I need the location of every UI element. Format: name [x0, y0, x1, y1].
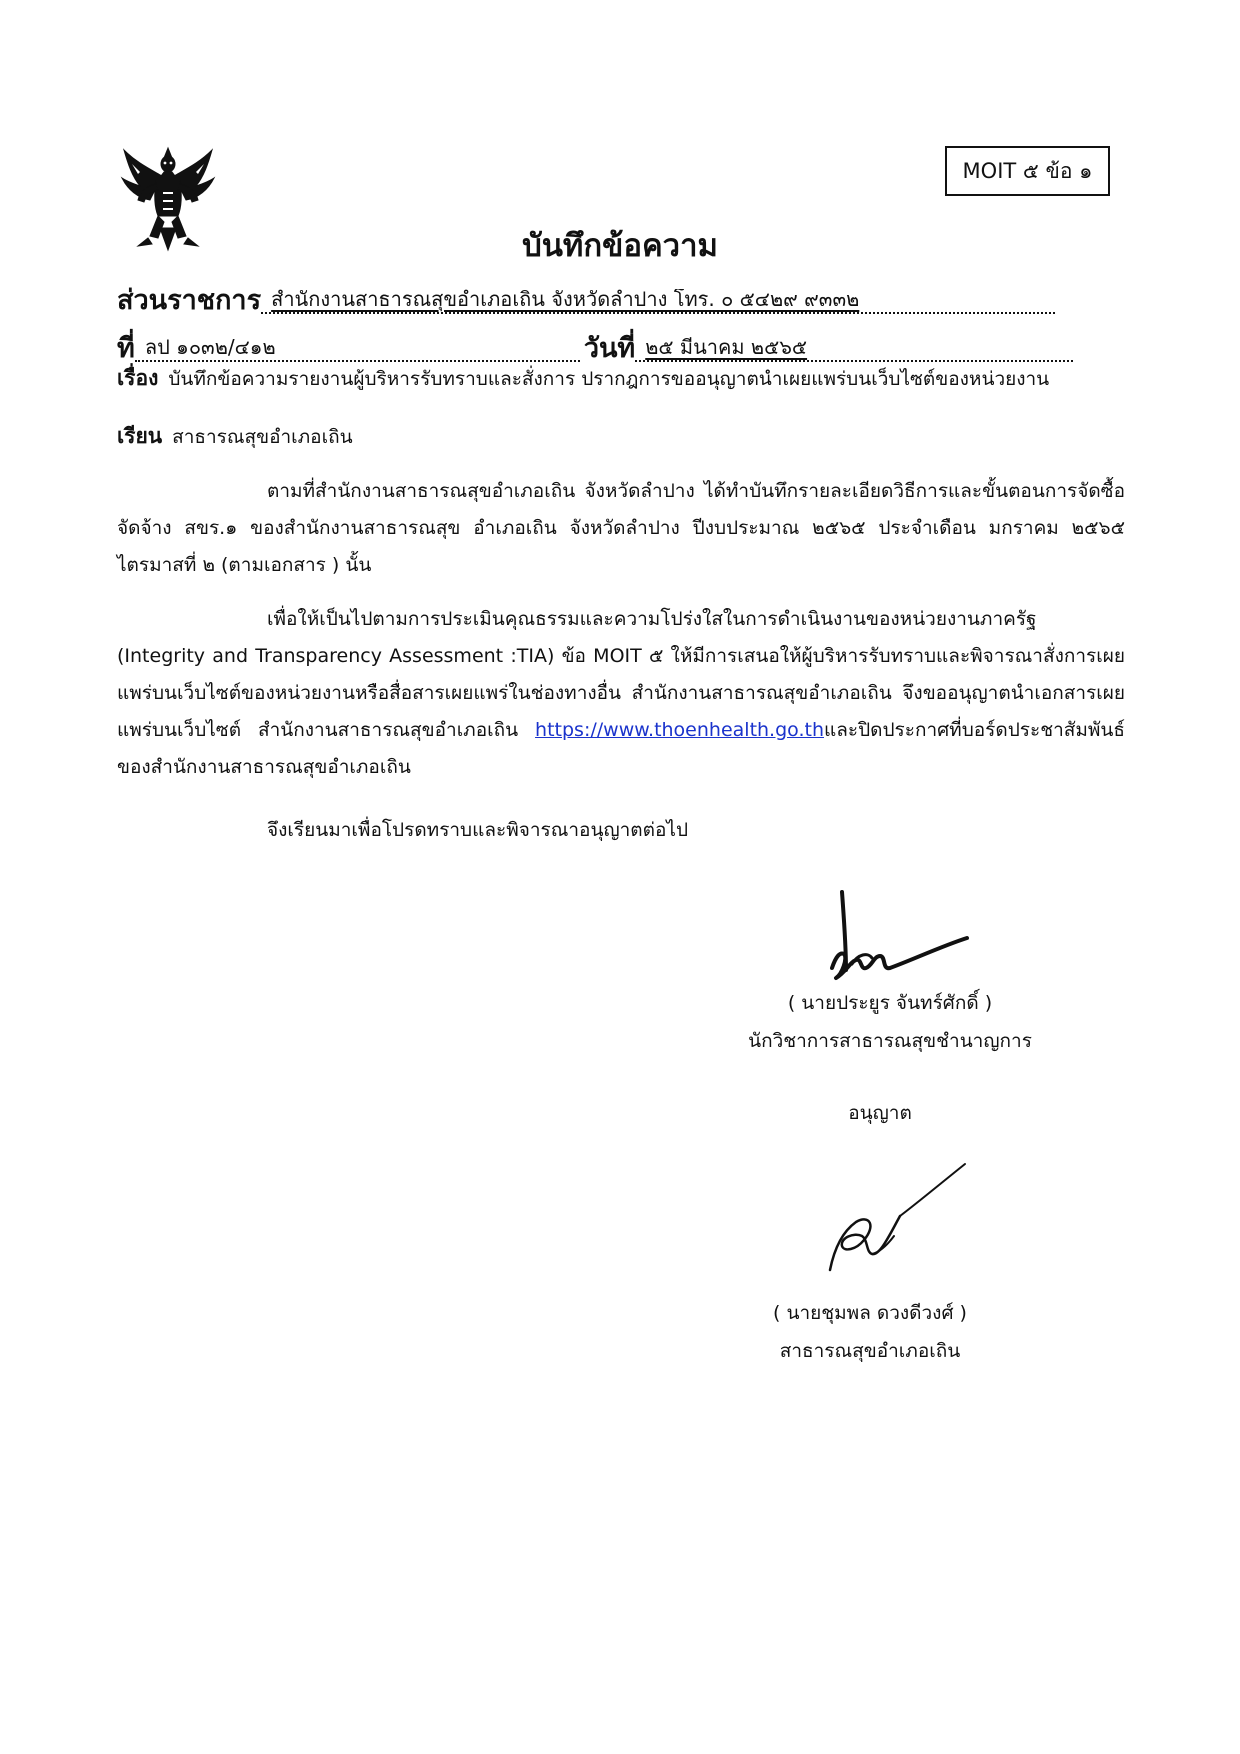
paragraph-2-text: เพื่อให้เป็นไปตามการประเมินคุณธรรมและความโปร่งใสในการดำเนินงานของหน่วยงานภาครัฐ (Integrity and Transparency Assessment :TIA) ข้อ MOIT ๕ ให้มีการเสนอให้ผู้บริหารรับทราบและพิจารณาสั่งการเผยแพร่บนเว็บไซต์ของหน่วยงานหรือสื่อสารเผยแพร่ในช่องทางอื่น สำนักงานสาธารณสุขอำเภอเถิน จึงขออนุญาตนำเอกสารเผยแพร่บนเว็บไซต์ สำนักงานสาธารณสุขอำเภอเถิน — [117, 608, 1125, 741]
body-paragraph-3: จึงเรียนมาเพื่อโปรดทราบและพิจารณาอนุญาตต่อไป — [267, 819, 689, 841]
to-label: เรียน — [117, 424, 163, 448]
number-date-row — [117, 318, 1077, 362]
number-value: ลป ๑๐๓๒/๔๑๒ — [135, 337, 580, 362]
approval-label: อนุญาต — [848, 1102, 912, 1124]
body-paragraph-1: ตามที่สำนักงานสาธารณสุขอำเภอเถิน จังหวัดลำปาง ได้ทำบันทึกรายละเอียดวิธีการและขั้นตอนการจัดซื้อจัดจ้าง สขร.๑ ของสำนักงานสาธารณสุข อำเภอเถิน จังหวัดลำปาง ปีงบประมาณ ๒๕๖๕ ประจำเดือน มกราคม ๒๕๖๕ ไตรมาสที่ ๒ (ตามเอกสาร ) นั้น — [117, 480, 1125, 576]
website-link[interactable]: https://www.thoenhealth.go.th — [535, 719, 824, 741]
signer-1-name: ( นายประยูร จันทร์ศักดิ์ ) — [787, 992, 993, 1014]
department-value: สำนักงานสาธารณสุขอำเภอเถิน จังหวัดลำปาง โทร. ๐ ๕๔๒๙ ๙๓๓๒ — [261, 289, 1055, 314]
to-row — [117, 420, 917, 453]
signer-2-name: ( นายชุมพล ดวงดีวงศ์ ) — [773, 1302, 967, 1324]
body-paragraph-2 — [117, 601, 1125, 786]
document-title: บันทึกข้อความ — [522, 228, 718, 264]
subject-value: บันทึกข้อความรายงานผู้บริหารรับทราบและสั่งการ ปรากฎการขออนุญาตนำเผยแพร่บนเว็บไซต์ของหน่วยงาน — [168, 368, 1050, 390]
department-label: ส่วนราชการ — [117, 285, 262, 316]
department-row — [117, 270, 1067, 314]
date-label: วันที่ — [583, 333, 636, 364]
signer-1-position: นักวิชาการสาธารณสุขชำนาญการ — [748, 1030, 1032, 1052]
date-value: ๒๕ มีนาคม ๒๕๖๕ — [635, 337, 1073, 362]
number-label: ที่ — [117, 333, 135, 364]
to-value: สาธารณสุขอำเภอเถิน — [172, 426, 353, 448]
reference-box: MOIT ๕ ข้อ ๑ — [945, 146, 1110, 196]
signature-2 — [820, 1160, 970, 1280]
subject-row — [117, 362, 1127, 395]
signature-1 — [822, 890, 972, 990]
subject-label: เรื่อง — [117, 366, 159, 390]
signer-2-position: สาธารณสุขอำเภอเถิน — [779, 1340, 961, 1362]
paragraph-2-text-end: และปิดประกาศที่บอร์ดประชาสัมพันธ์ ของสำนักงานสาธารณสุขอำเภอเถิน — [117, 719, 1125, 778]
